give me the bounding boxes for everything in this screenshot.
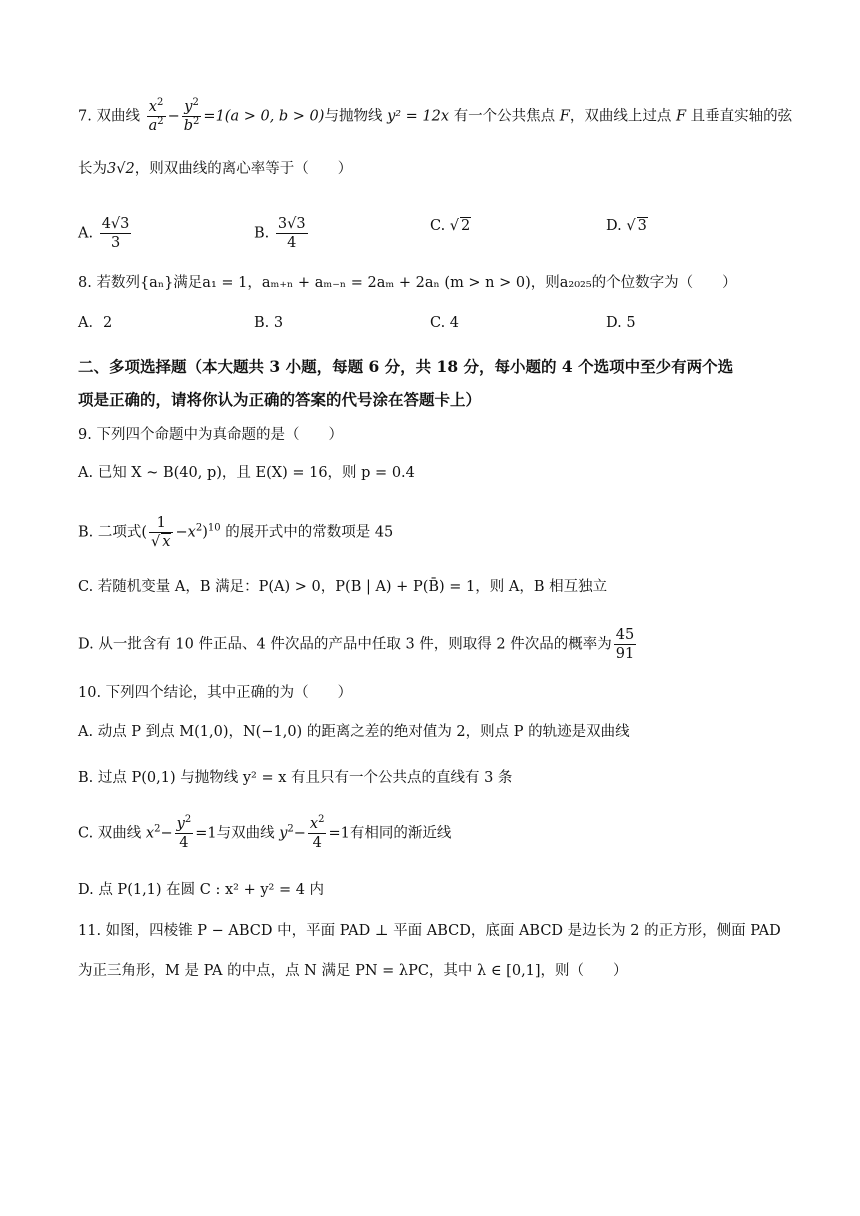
- q10-option-b: B. 过点 P(0,1) 与抛物线 y² = x 有且只有一个公共点的直线有 3 条: [78, 770, 513, 786]
- q7-option-c-label: C.: [430, 218, 446, 234]
- q10-option-c: C. 双曲线 $x^2-$ $\frac{y^2}{4}$ =1与双曲线 $y^2-$ $\frac{x^2}{4}$ =1有相同的渐近线: [78, 814, 452, 851]
- q7-frac-x: $\frac{x^2}{a^2}$: [148, 97, 164, 134]
- q7-option-d-label: D.: [606, 218, 622, 234]
- q7-chord-value: 3√2: [107, 161, 135, 177]
- q8-option-b: B. 3: [254, 315, 284, 331]
- q9-option-b: B. 二项式( $\frac{1}{√ x}$ $-x^2)^{10}$ 的展开式中的常数项是 45: [78, 515, 394, 550]
- q7-option-b: [254, 215, 310, 252]
- q9-stem: 9. 下列四个命题中为真命题的是（ ）: [78, 427, 343, 443]
- q11-line-2: 为正三角形，M 是 PA 的中点，点 N 满足 PN = λPC，其中 λ ∈ [0,1]，则（ ）: [78, 963, 628, 979]
- q7-text-hyperbola: 双曲线: [96, 108, 140, 125]
- q11-line-1: 11. 如图，四棱锥 P − ABCD 中，平面 PAD ⊥ 平面 ABCD，底面 ABCD 是边长为 2 的正方形，侧面 PAD: [78, 923, 781, 939]
- q7-point-f-2: F: [675, 108, 687, 125]
- q8-stem: 8. 若数列{aₙ}满足a₁ = 1，aₘ₊ₙ + aₘ₋ₙ = 2aₘ + 2aₙ (m > n > 0)，则a₂₀₂₅的个位数字为（ ）: [78, 275, 737, 291]
- q7-text-eccentricity: ，则双曲线的离心率等于（ ）: [134, 161, 353, 177]
- q9-option-a: A. 已知 X ~ B(40, p)，且 E(X) = 16，则 p = 0.4: [78, 465, 415, 481]
- q9-option-d-pre: D. 从一批含有 10 件正品、4 件次品的产品中任取 3 件，则取得 2 件次品的概率为: [78, 636, 612, 653]
- q7-text-chord: 且垂直实轴的弦: [690, 108, 793, 125]
- q7-number: 7.: [78, 108, 92, 125]
- q9-option-d: [78, 626, 788, 663]
- q10-option-c-post: 有相同的渐近线: [349, 825, 452, 842]
- q7-line-1: 7. 双曲线 $\frac{x^2}{a^2}$ − $\frac{y^2}{b^2}$ =1(a > 0, b > 0)与抛物线 y² = 12x 有一个公共焦点 F，双曲线上过点 F 且垂直实轴的弦: [78, 97, 793, 134]
- q10-option-c-frac-2: $\frac{x^2}{4}$: [309, 814, 325, 851]
- q7-parabola-eq: y² = 12x: [387, 108, 450, 125]
- q7-text-length: 长为: [78, 161, 107, 177]
- q7-text-parabola: 与抛物线: [324, 108, 383, 125]
- q10-option-d: D. 点 P(1,1) 在圆 C : x² + y² = 4 内: [78, 882, 325, 898]
- q7-option-a-label: A.: [78, 225, 94, 242]
- q8-option-c: C. 4: [430, 315, 460, 331]
- q7-frac-y: $\frac{y^2}{b^2}$: [183, 97, 200, 134]
- q7-option-b-frac: $\frac{3√3}{4}$: [277, 216, 306, 251]
- section-heading-line-2: 项是正确的，请将你认为正确的答案的代号涂在答题卡上）: [78, 390, 482, 409]
- q9-option-d-frac: [614, 626, 636, 663]
- q7-option-b-label: B.: [254, 225, 270, 242]
- q7-text-through: ，双曲线上过点: [569, 108, 672, 125]
- section-heading-line-1: 二、多项选择题（本大题共 3 小题，每题 6 分，共 18 分，每小题的 4 个选项中至少有两个选: [78, 357, 734, 376]
- q7-hyperbola-eq: =1(a > 0, b > 0): [203, 108, 325, 125]
- q10-option-a: A. 动点 P 到点 M(1,0)，N(−1,0) 的距离之差的绝对值为 2，则点 P 的轨迹是双曲线: [78, 724, 630, 740]
- q7-option-c: C. √ 2: [430, 218, 471, 234]
- q7-text-focus: 有一个公共焦点: [453, 108, 556, 125]
- q7-option-a: [78, 215, 133, 252]
- q10-option-c-frac-1: $\frac{y^2}{4}$: [176, 814, 192, 851]
- q8-option-a: A．2: [78, 315, 113, 331]
- q9-option-b-pre: B. 二项式: [78, 524, 142, 541]
- q7-line-2: [78, 158, 788, 180]
- q9-option-c: C. 若随机变量 A，B 满足：P(A) > 0，P(B | A) + P(B̄) = 1，则 A，B 相互独立: [78, 579, 608, 595]
- q7-point-f: F: [559, 108, 570, 125]
- q9-option-b-frac: $\frac{1}{√ x}$: [149, 514, 173, 551]
- q10-option-c-mid: 与双曲线: [216, 825, 275, 842]
- q8-option-d: D. 5: [606, 315, 636, 331]
- q10-option-c-pre: C. 双曲线: [78, 825, 142, 842]
- q9-option-d-num: 45: [615, 627, 635, 643]
- q7-option-a-frac: $\frac{4√3}{3}$: [101, 216, 130, 251]
- q7-option-d: D. √ 3: [606, 218, 647, 234]
- q9-option-b-post: 的展开式中的常数项是 45: [225, 524, 394, 541]
- q10-stem: 10. 下列四个结论，其中正确的为（ ）: [78, 685, 353, 701]
- q9-option-d-den: 91: [615, 646, 635, 662]
